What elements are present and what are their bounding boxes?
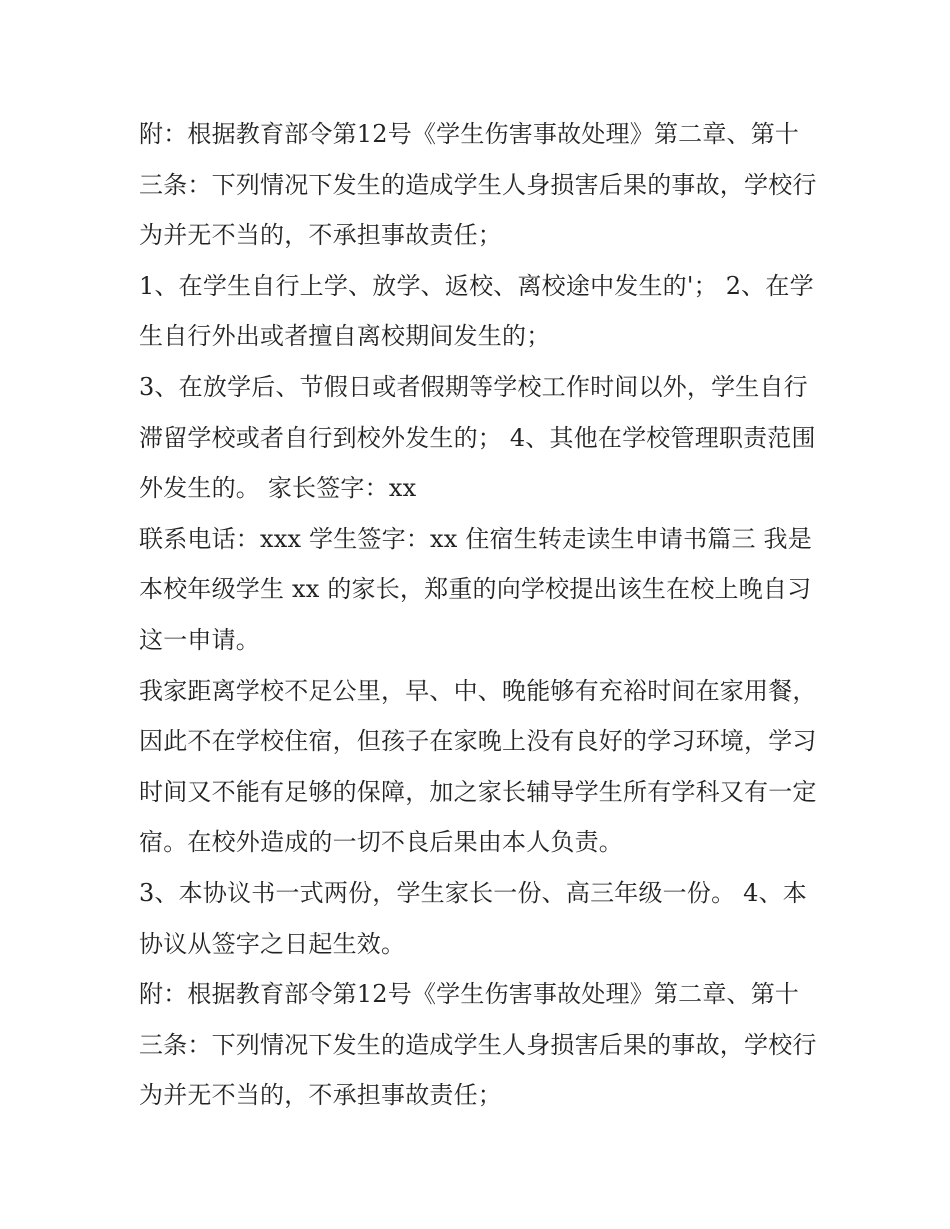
paragraph-agreement-terms: 3、本协议书一式两份，学生家长一份、高三年级一份。 4、本协议从签字之日起生效。	[139, 878, 807, 958]
paragraph-items-1-2: 1、在学生自行上学、放学、返校、离校途中发生的'； 2、在学生自行外出或者擅自离校期间发生的；	[139, 271, 814, 351]
paragraph-reason: 我家距离学校不足公里，早、中、晚能够有充裕时间在家用餐，因此不在学校住宿，但孩子在家晚上没有良好的学习环境，学习时间又不能有足够的保障，加之家长辅导学生所有学科又有一定宿。在校外造成的一切不良后果由本人负责。	[139, 676, 817, 857]
paragraph-items-3-4: 3、在放学后、节假日或者假期等学校工作时间以外，学生自行滞留学校或者自行到校外发生的； 4、其他在学校管理职责范围外发生的。 家长签字：xx	[139, 372, 816, 503]
paragraph-appendix-2: 附：根据教育部令第12号《学生伤害事故处理》第二章、第十三条：下列情况下发生的造成学生人身损害后果的事故，学校行为并无不当的，不承担事故责任；	[139, 980, 817, 1110]
document-body	[139, 109, 819, 1121]
paragraph-contact-application: 联系电话：xxx 学生签字：xx 住宿生转走读生申请书篇三 我是本校年级学生 xx 的家长，郑重的向学校提出该生在校上晚自习这一申请。	[139, 524, 812, 654]
paragraph-appendix-1: 附：根据教育部令第12号《学生伤害事故处理》第二章、第十三条：下列情况下发生的造成学生人身损害后果的事故，学校行为并无不当的，不承担事故责任；	[139, 120, 817, 250]
